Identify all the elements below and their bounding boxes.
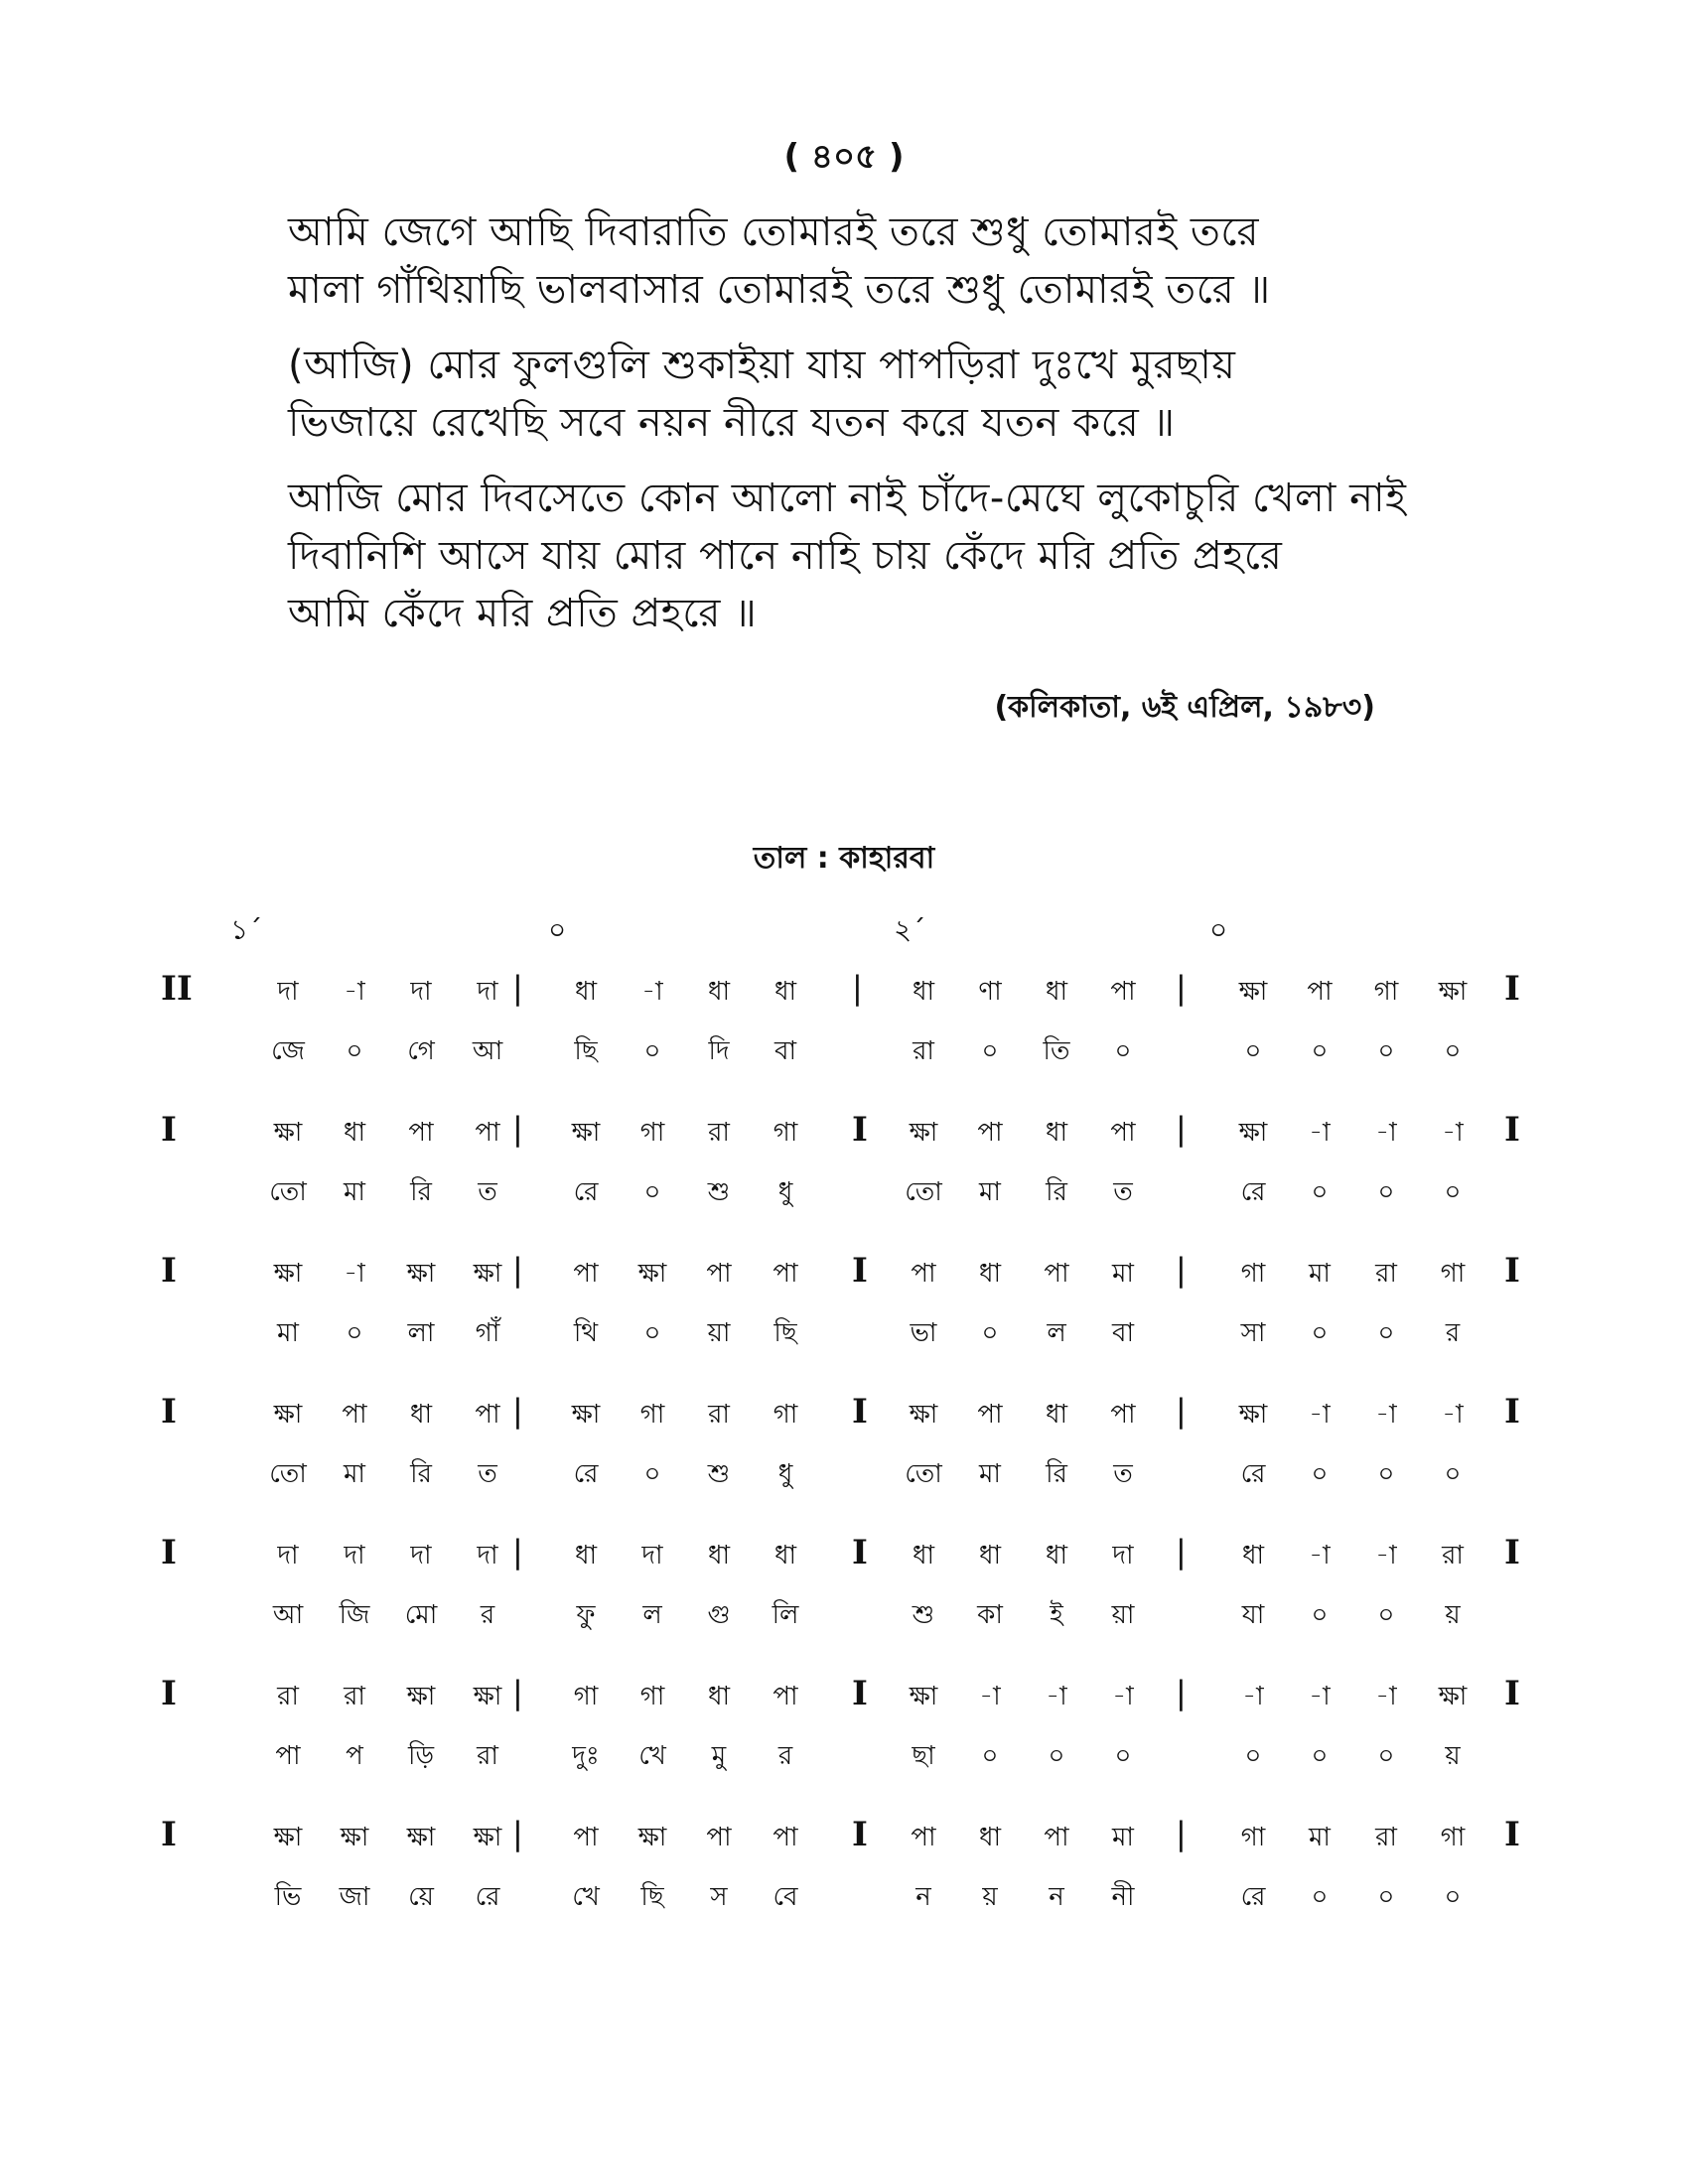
lyric-syllable: ন: [1049, 1882, 1064, 1912]
swara-note: -া: [1309, 1400, 1331, 1430]
lyric-syllable: থি: [573, 1318, 599, 1348]
notation-row: [0, 1253, 1688, 1394]
lyric-syllable: রি: [410, 1177, 432, 1207]
lyric-syllable: জা: [339, 1882, 370, 1912]
lyric-syllable: ড়ি: [408, 1741, 434, 1771]
lyric-syllable: লি: [772, 1600, 799, 1630]
lyric-syllable: ০: [1377, 1882, 1395, 1912]
lyric-syllable: রে: [475, 1882, 500, 1912]
vibhag-bar: |: [512, 1815, 523, 1852]
swara-note: গা: [639, 1118, 665, 1148]
swara-note: পা: [573, 1823, 599, 1852]
swara-note: ক্ষা: [1238, 1118, 1268, 1148]
lyric-syllable: ০: [1377, 1741, 1395, 1771]
swara-note: গা: [1373, 977, 1399, 1007]
lyric-syllable: জে: [271, 1036, 305, 1066]
lyric-syllable: মা: [277, 1318, 299, 1348]
lyric-syllable: ০: [1311, 1459, 1329, 1489]
lyric-syllable: ছি: [574, 1036, 598, 1066]
lyric-syllable: ত: [478, 1177, 497, 1207]
vibhag-bar: I: [852, 1392, 868, 1432]
vibhag-bar: |: [1176, 1392, 1187, 1430]
lyric-syllable: ভি: [274, 1882, 302, 1912]
swara-note: ক্ষা: [406, 1682, 436, 1711]
lyric-line: আজি মোর দিবসেতে কোন আলো নাই চাঁদে-মেঘে লুকোচুরি খেলা নাই: [288, 476, 1407, 521]
swara-note: -া: [1442, 1400, 1464, 1430]
lyric-syllable: সা: [1240, 1318, 1266, 1348]
swara-note: পা: [475, 1118, 500, 1148]
beat-markers: [0, 908, 1688, 948]
vibhag-bar: I: [852, 1251, 868, 1291]
swara-note: -া: [1112, 1682, 1134, 1711]
lyric-syllable: প: [346, 1741, 363, 1771]
swara-note: মা: [1309, 1259, 1331, 1289]
swara-note: -া: [641, 977, 663, 1007]
lyric-line: আমি কেঁদে মরি প্রতি প্রহরে ॥: [288, 591, 758, 636]
swara-note: পা: [1110, 977, 1136, 1007]
lyric-syllable: ০: [1244, 1741, 1262, 1771]
lyric-line: দিবানিশি আসে যায় মোর পানে নাহি চায় কেঁদে মরি প্রতি প্রহরে: [288, 533, 1283, 579]
swara-note: দা: [344, 1541, 365, 1570]
row-start-bar: II: [161, 969, 193, 1009]
lyrics: [288, 204, 1430, 660]
taal-heading: তাল : কাহারবা: [753, 841, 935, 876]
lyric-syllable: গু: [707, 1600, 731, 1630]
swara-note: রা: [708, 1118, 730, 1148]
lyric-syllable: মা: [344, 1459, 365, 1489]
swara-note: ক্ষা: [340, 1823, 369, 1852]
vibhag-bar: |: [512, 969, 523, 1007]
swara-note: মা: [1112, 1823, 1134, 1852]
swara-note: গা: [639, 1682, 665, 1711]
swara-note: ক্ষা: [1438, 977, 1468, 1007]
lyric-syllable: মা: [979, 1177, 1001, 1207]
swara-note: পা: [706, 1823, 732, 1852]
lyric-syllable: ০: [643, 1177, 661, 1207]
notation-table: [0, 971, 1688, 1958]
lyric-syllable: তো: [269, 1459, 307, 1489]
lyric-syllable: ছা: [912, 1741, 935, 1771]
lyric-syllable: র: [777, 1741, 793, 1771]
swara-note: ক্ষা: [909, 1118, 938, 1148]
swara-note: -া: [344, 1259, 365, 1289]
swara-note: গা: [639, 1400, 665, 1430]
row-end-bar: I: [1504, 1251, 1520, 1291]
swara-note: -া: [1046, 1682, 1067, 1711]
lyric-syllable: রে: [573, 1459, 599, 1489]
lyric-syllable: খে: [638, 1741, 666, 1771]
swara-note: ধা: [1045, 1400, 1068, 1430]
notation-row: [0, 1112, 1688, 1253]
swara-note: ধা: [707, 1682, 731, 1711]
swara-note: ধা: [707, 1541, 731, 1570]
lyric-syllable: গাঁ: [475, 1318, 500, 1348]
swara-note: ক্ষা: [571, 1400, 601, 1430]
lyric-syllable: ০: [643, 1459, 661, 1489]
lyric-syllable: ০: [1377, 1318, 1395, 1348]
vibhag-bar: |: [1176, 1674, 1187, 1711]
lyric-syllable: মু: [711, 1741, 727, 1771]
lyric-syllable: ০: [981, 1036, 999, 1066]
swara-note: ক্ষা: [1238, 1400, 1268, 1430]
swara-note: পা: [1044, 1823, 1069, 1852]
swara-note: পা: [1110, 1400, 1136, 1430]
lyric-syllable: রি: [1046, 1459, 1067, 1489]
swara-note: -া: [1375, 1400, 1397, 1430]
page-number: ( ৪০৫ ): [783, 137, 905, 177]
lyric-syllable: রি: [410, 1459, 432, 1489]
swara-note: ধা: [1045, 1541, 1068, 1570]
lyric-syllable: খে: [572, 1882, 600, 1912]
swara-note: গা: [773, 1400, 798, 1430]
lyric-syllable: আ: [272, 1600, 304, 1630]
lyric-syllable: ০: [1377, 1036, 1395, 1066]
lyric-syllable: ০: [1377, 1459, 1395, 1489]
lyric-syllable: নী: [1111, 1882, 1135, 1912]
lyric-syllable: ধু: [777, 1459, 793, 1489]
row-end-bar: I: [1504, 1392, 1520, 1432]
swara-note: রা: [277, 1682, 299, 1711]
lyric-syllable: ছি: [640, 1882, 664, 1912]
lyric-line: ভিজায়ে রেখেছি সবে নয়ন নীরে যতন করে যতন করে ॥: [288, 400, 1176, 446]
swara-note: ণা: [978, 977, 1002, 1007]
lyric-syllable: ০: [1311, 1741, 1329, 1771]
swara-note: পা: [706, 1259, 732, 1289]
lyric-line: (আজি) মোর ফুলগুলি শুকাইয়া যায় পাপড়িরা দুঃখে মুরছায়: [288, 342, 1236, 388]
vibhag-bar: I: [852, 1110, 868, 1150]
lyric-syllable: ০: [1114, 1741, 1132, 1771]
swara-note: ধা: [343, 1118, 366, 1148]
swara-note: দা: [410, 977, 432, 1007]
beat-marker: ০: [1209, 913, 1228, 946]
vibhag-bar: I: [852, 1815, 868, 1854]
vibhag-bar: |: [512, 1674, 523, 1711]
lyric-syllable: ০: [1311, 1882, 1329, 1912]
lyric-syllable: ই: [1050, 1600, 1063, 1630]
swara-note: ধা: [707, 977, 731, 1007]
lyric-syllable: ত: [1113, 1177, 1133, 1207]
swara-note: ক্ষা: [473, 1682, 502, 1711]
swara-note: ধা: [978, 1823, 1002, 1852]
row-end-bar: I: [1504, 1533, 1520, 1572]
lyric-syllable: রে: [573, 1177, 599, 1207]
vibhag-bar: |: [1176, 1815, 1187, 1852]
vibhag-bar: |: [1176, 1110, 1187, 1148]
swara-note: গা: [773, 1118, 798, 1148]
lyric-syllable: য়: [982, 1882, 998, 1912]
swara-note: ক্ষা: [909, 1682, 938, 1711]
lyric-syllable: দি: [708, 1036, 730, 1066]
lyric-syllable: ০: [1311, 1318, 1329, 1348]
swara-note: -া: [1442, 1118, 1464, 1148]
swara-note: গা: [1440, 1823, 1466, 1852]
lyric-syllable: ০: [1377, 1600, 1395, 1630]
swara-note: দা: [410, 1541, 432, 1570]
swara-note: গা: [1440, 1259, 1466, 1289]
swara-note: মা: [1309, 1823, 1331, 1852]
swara-note: পা: [911, 1823, 936, 1852]
row-start-bar: I: [161, 1251, 177, 1291]
lyric-syllable: ০: [1311, 1036, 1329, 1066]
swara-note: -া: [1375, 1541, 1397, 1570]
stanza-2: [288, 337, 1430, 452]
swara-note: -া: [1375, 1118, 1397, 1148]
swara-note: মা: [1112, 1259, 1134, 1289]
swara-note: গা: [573, 1682, 599, 1711]
swara-note: ধা: [774, 977, 797, 1007]
swara-note: -া: [1309, 1682, 1331, 1711]
lyric-syllable: ০: [1444, 1177, 1462, 1207]
lyric-syllable: লা: [407, 1318, 435, 1348]
swara-note: ক্ষা: [473, 1259, 502, 1289]
notation-row: [0, 1394, 1688, 1535]
lyric-syllable: তো: [269, 1177, 307, 1207]
swara-note: পা: [977, 1400, 1003, 1430]
lyric-syllable: য়া: [1111, 1600, 1135, 1630]
swara-note: দা: [277, 1541, 299, 1570]
row-end-bar: I: [1504, 1110, 1520, 1150]
lyric-syllable: রে: [1240, 1177, 1266, 1207]
swara-note: ক্ষা: [909, 1400, 938, 1430]
swara-note: পা: [408, 1118, 434, 1148]
swara-note: রা: [1375, 1259, 1397, 1289]
vibhag-bar: |: [1176, 1251, 1187, 1289]
swara-note: দা: [477, 977, 498, 1007]
swara-note: পা: [1110, 1118, 1136, 1148]
swara-note: রা: [344, 1682, 365, 1711]
lyric-syllable: ০: [1311, 1600, 1329, 1630]
lyric-syllable: ল: [642, 1600, 662, 1630]
beat-marker: ১´: [230, 913, 263, 946]
swara-note: -া: [979, 1682, 1001, 1711]
vibhag-bar: |: [852, 969, 863, 1007]
lyric-syllable: ০: [1444, 1882, 1462, 1912]
lyric-syllable: ০: [346, 1318, 363, 1348]
swara-note: ক্ষা: [406, 1259, 436, 1289]
swara-note: ক্ষা: [1238, 977, 1268, 1007]
lyric-syllable: তো: [905, 1459, 942, 1489]
swara-note: ধা: [1045, 977, 1068, 1007]
stanza-1: [288, 204, 1430, 319]
vibhag-bar: |: [512, 1392, 523, 1430]
notation-row: [0, 1535, 1688, 1676]
row-end-bar: I: [1504, 1674, 1520, 1713]
swara-note: ধা: [409, 1400, 433, 1430]
lyric-syllable: ০: [346, 1036, 363, 1066]
row-start-bar: I: [161, 1392, 177, 1432]
lyric-syllable: ০: [643, 1318, 661, 1348]
lyric-syllable: শু: [912, 1600, 935, 1630]
swara-note: পা: [773, 1682, 798, 1711]
swara-note: পা: [911, 1259, 936, 1289]
swara-note: ধা: [574, 977, 598, 1007]
swara-note: -া: [1375, 1682, 1397, 1711]
vibhag-bar: I: [852, 1533, 868, 1572]
swara-note: ধা: [1241, 1541, 1265, 1570]
lyric-syllable: তি: [1043, 1036, 1070, 1066]
lyric-syllable: ০: [1244, 1036, 1262, 1066]
lyric-syllable: ত: [1113, 1459, 1133, 1489]
lyric-syllable: শু: [707, 1459, 731, 1489]
lyric-syllable: ০: [1114, 1036, 1132, 1066]
row-end-bar: I: [1504, 969, 1520, 1009]
dateline: (কলিকাতা, ৬ই এপ্রিল, ১৯৮৩): [994, 690, 1375, 725]
lyric-syllable: ০: [1377, 1177, 1395, 1207]
lyric-syllable: দুঃ: [572, 1741, 600, 1771]
swara-note: -া: [344, 977, 365, 1007]
swara-note: দা: [277, 977, 299, 1007]
swara-note: -া: [1242, 1682, 1264, 1711]
lyric-syllable: যা: [1241, 1600, 1265, 1630]
lyric-syllable: বা: [774, 1036, 796, 1066]
lyric-syllable: জি: [339, 1600, 370, 1630]
lyric-syllable: বে: [773, 1882, 798, 1912]
lyric-line: মালা গাঁথিয়াছি ভালবাসার তোমারই তরে শুধু তোমারই তরে ॥: [288, 267, 1271, 313]
lyric-syllable: বা: [1111, 1318, 1134, 1348]
lyric-syllable: মা: [979, 1459, 1001, 1489]
swara-note: পা: [773, 1823, 798, 1852]
swara-note: পা: [773, 1259, 798, 1289]
swara-note: ক্ষা: [637, 1259, 667, 1289]
lyric-syllable: য়া: [707, 1318, 731, 1348]
row-start-bar: I: [161, 1674, 177, 1713]
lyric-syllable: ০: [643, 1036, 661, 1066]
swara-note: পা: [977, 1118, 1003, 1148]
lyric-syllable: ফু: [576, 1600, 596, 1630]
stanza-3: [288, 470, 1430, 642]
lyric-syllable: মো: [404, 1600, 438, 1630]
lyric-syllable: তো: [905, 1177, 942, 1207]
swara-note: ধা: [774, 1541, 797, 1570]
swara-note: ক্ষা: [406, 1823, 436, 1852]
swara-note: ধা: [574, 1541, 598, 1570]
swara-note: দা: [641, 1541, 663, 1570]
lyric-syllable: ০: [981, 1741, 999, 1771]
lyric-syllable: য়: [1445, 1600, 1461, 1630]
lyric-syllable: ০: [1444, 1036, 1462, 1066]
swara-note: -া: [1309, 1541, 1331, 1570]
lyric-syllable: ল: [1047, 1318, 1066, 1348]
lyric-syllable: শু: [707, 1177, 731, 1207]
swara-note: রা: [1375, 1823, 1397, 1852]
row-start-bar: I: [161, 1110, 177, 1150]
swara-note: দা: [477, 1541, 498, 1570]
lyric-syllable: ভা: [910, 1318, 937, 1348]
swara-note: ধা: [912, 1541, 935, 1570]
lyric-syllable: র: [1445, 1318, 1461, 1348]
vibhag-bar: |: [512, 1533, 523, 1570]
swara-note: রা: [1442, 1541, 1464, 1570]
swara-note: ধা: [978, 1541, 1002, 1570]
swara-note: ধা: [1045, 1118, 1068, 1148]
lyric-syllable: ০: [1311, 1177, 1329, 1207]
swara-note: দা: [1112, 1541, 1134, 1570]
lyric-syllable: য়ে: [408, 1882, 434, 1912]
lyric-syllable: রা: [913, 1036, 934, 1066]
row-start-bar: I: [161, 1533, 177, 1572]
swara-note: পা: [573, 1259, 599, 1289]
lyric-syllable: স: [710, 1882, 728, 1912]
lyric-syllable: ০: [1048, 1741, 1065, 1771]
vibhag-bar: I: [852, 1674, 868, 1713]
lyric-syllable: মা: [344, 1177, 365, 1207]
beat-marker: ২´: [894, 913, 926, 946]
swara-note: ক্ষা: [473, 1823, 502, 1852]
swara-note: ক্ষা: [571, 1118, 601, 1148]
lyric-syllable: ০: [981, 1318, 999, 1348]
lyric-syllable: ন: [915, 1882, 931, 1912]
lyric-syllable: কা: [977, 1600, 1003, 1630]
swara-note: রা: [708, 1400, 730, 1430]
swara-note: ক্ষা: [1438, 1682, 1468, 1711]
swara-note: ধা: [912, 977, 935, 1007]
lyric-syllable: রি: [1046, 1177, 1067, 1207]
lyric-syllable: ছি: [774, 1318, 797, 1348]
lyric-syllable: য়: [1445, 1741, 1461, 1771]
swara-note: পা: [1044, 1259, 1069, 1289]
lyric-syllable: পা: [275, 1741, 301, 1771]
lyric-syllable: ধু: [777, 1177, 793, 1207]
swara-note: ধা: [978, 1259, 1002, 1289]
lyric-syllable: রে: [1240, 1459, 1266, 1489]
swara-note: গা: [1240, 1259, 1266, 1289]
lyric-syllable: গে: [407, 1036, 435, 1066]
swara-note: গা: [1240, 1823, 1266, 1852]
notation-row: [0, 1676, 1688, 1817]
swara-note: ক্ষা: [273, 1400, 303, 1430]
vibhag-bar: |: [1176, 969, 1187, 1007]
vibhag-bar: |: [1176, 1533, 1187, 1570]
notation-row: [0, 1817, 1688, 1958]
lyric-line: আমি জেগে আছি দিবারাতি তোমারই তরে শুধু তোমারই তরে: [288, 209, 1260, 255]
row-start-bar: I: [161, 1815, 177, 1854]
notation-row: [0, 971, 1688, 1112]
swara-note: ক্ষা: [637, 1823, 667, 1852]
lyric-syllable: র: [480, 1600, 495, 1630]
lyric-syllable: ০: [1444, 1459, 1462, 1489]
beat-marker: ০: [548, 913, 567, 946]
lyric-syllable: রা: [477, 1741, 498, 1771]
swara-note: ক্ষা: [273, 1259, 303, 1289]
lyric-syllable: আ: [472, 1036, 503, 1066]
swara-note: পা: [1307, 977, 1333, 1007]
swara-note: -া: [1309, 1118, 1331, 1148]
row-end-bar: I: [1504, 1815, 1520, 1854]
lyric-syllable: ত: [478, 1459, 497, 1489]
swara-note: পা: [342, 1400, 367, 1430]
vibhag-bar: |: [512, 1251, 523, 1289]
swara-note: পা: [475, 1400, 500, 1430]
lyric-syllable: রে: [1240, 1882, 1266, 1912]
swara-note: ক্ষা: [273, 1823, 303, 1852]
swara-note: ক্ষা: [273, 1118, 303, 1148]
vibhag-bar: |: [512, 1110, 523, 1148]
